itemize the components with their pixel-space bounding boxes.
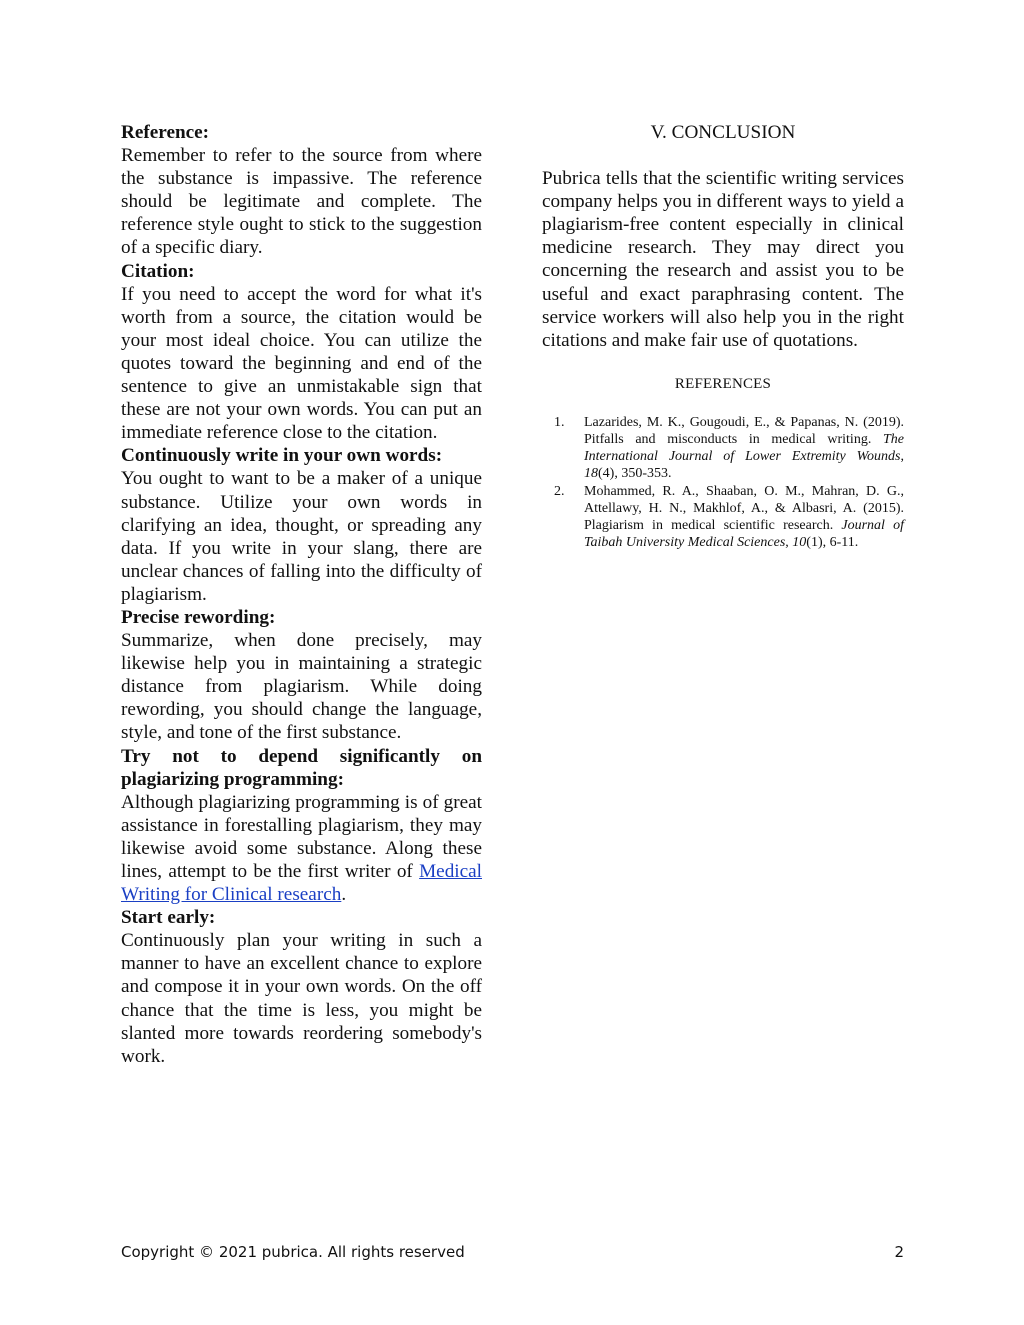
reference-authors: Lazarides, M. K., Gougoudi, E., & Papanas, N. (2019). Pitfalls and misconducts in medical writing.: [584, 414, 904, 447]
paragraph-text-end: .: [341, 884, 347, 906]
heading-own-words: Continuously write in your own words:: [121, 445, 443, 467]
reference-item: [542, 483, 904, 551]
reference-number: 2.: [554, 483, 565, 499]
reference-number: 1.: [554, 414, 565, 430]
paragraph-start-early: Continuously plan your writing in such a manner to have an excellent chance to explore and compose it in your own words. On the off chance that the time is less, you might be slanted more towards reordering somebody's work.: [121, 930, 482, 1067]
paragraph-reference: Remember to refer to the source from where the substance is impassive. The reference should be legitimate and complete. The reference style ought to stick to the suggestion of a specific diary.: [121, 145, 482, 259]
reference-item: [542, 414, 904, 482]
left-column: [121, 121, 482, 1068]
heading-start-early: Start early:: [121, 907, 216, 929]
conclusion-paragraph: Pubrica tells that the scientific writing services company helps you in different ways to yield a plagiarism-free content especially in clinical medicine research. They may direct you concerning the research and assist you to be useful and exact paraphrasing content. The service workers will also help you in the right citations and make fair use of quotations.: [542, 168, 904, 351]
paragraph-own-words: You ought to want to be a maker of a unique substance. Utilize your own words in clarifying an idea, thought, or spreading any data. If you write in your slang, there are unclear chances of falling into the difficulty of plagiarism.: [121, 468, 482, 605]
references-title: REFERENCES: [674, 375, 772, 392]
medical-writing-link[interactable]: Medical Writing for Clinical research: [121, 861, 482, 906]
reference-pages: (1), 6-11.: [806, 534, 859, 550]
paragraph-text: Although plagiarizing programming is of great assistance in forestalling plagiarism, they may likewise avoid some substance. Along these lines, attempt to be the first writer of: [121, 791, 482, 882]
reference-authors: Mohammed, R. A., Shaaban, O. M., Mahran, D. G., Attellawy, H. N., Makhlof, A., & Albasri, A. (2015). Plagiarism in medical scientific research.: [584, 483, 904, 533]
heading-citation: Citation:: [121, 260, 195, 282]
heading-reference: Reference:: [121, 122, 210, 143]
conclusion-title: V. CONCLUSION: [650, 122, 796, 143]
page-footer: [121, 1243, 904, 1265]
copyright-text: Copyright © 2021 pubrica. All rights reserved: [121, 1243, 465, 1261]
reference-separator: ,: [785, 534, 793, 550]
reference-journal: Journal of Taibah University Medical Sciences: [584, 517, 904, 550]
page-number: 2: [894, 1243, 904, 1261]
paragraph-citation: If you need to accept the word for what it's worth from a source, the citation would be your most ideal choice. You can utilize the quotes toward the beginning and end of the sentence to give an unmistakable sign that these are not your own words. You can put an immediate reference close to the citation.: [121, 283, 482, 444]
heading-plagiarizing-programming: Try not to depend significantly on plagiarizing programming:: [121, 745, 482, 790]
paragraph-precise-rewording: Summarize, when done precisely, may likewise help you in maintaining a strategic distance from plagiarism. While doing rewording, you should change the language, style, and tone of the first substance.: [121, 630, 482, 744]
right-column: [542, 121, 904, 552]
reference-volume: 18: [584, 465, 598, 481]
reference-volume: 10: [792, 534, 807, 550]
reference-journal: The International Journal of Lower Extremity Wounds: [584, 431, 904, 464]
reference-pages: (4), 350-353.: [598, 465, 672, 481]
paragraph-plagiarizing-programming: [121, 791, 482, 906]
references-list: [542, 414, 904, 551]
reference-separator: ,: [900, 448, 904, 464]
heading-precise-rewording: Precise rewording:: [121, 606, 276, 628]
